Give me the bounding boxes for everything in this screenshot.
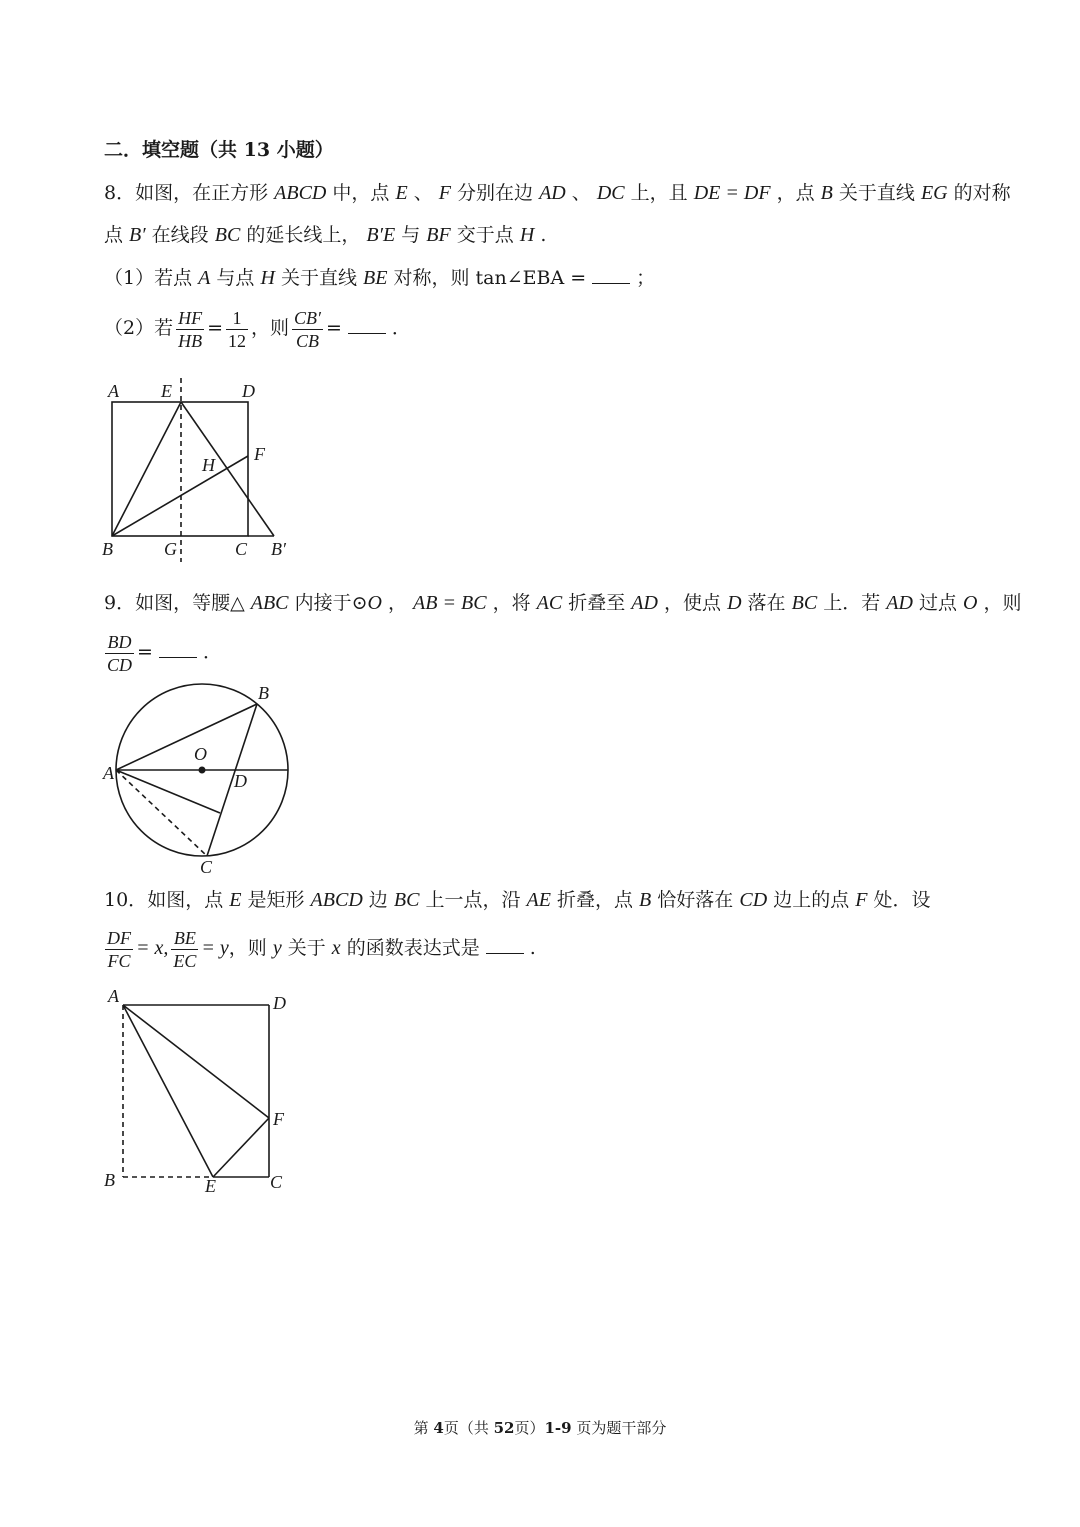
label-c: C — [235, 539, 248, 559]
q8-line-2: 点 B′ 在线段 BC 的延长线上， B′E 与 BF 交于点 H . — [104, 224, 547, 246]
q10-line-2: $\frac{DF}{FC}$ = x, $\frac{BE}{EC}$ = y，则 y 关于 x 的函数表达式是 . — [107, 927, 536, 971]
dashed-ac — [116, 770, 207, 856]
label-b: B — [102, 539, 113, 559]
label-d: D — [273, 993, 286, 1013]
segment-ebp — [181, 402, 274, 536]
fraction-cbp-cb: $\frac{CB'}{CB}$ — [294, 307, 321, 351]
label-b: B — [104, 1170, 115, 1190]
q10-figure — [96, 984, 306, 1194]
label-bprime: B′ — [271, 539, 286, 559]
label-o: O — [194, 744, 207, 764]
page-footer: 第 4页（共 52页）1-9 页为题干部分 — [413, 1419, 667, 1437]
answer-blank — [159, 641, 197, 658]
label-e: E — [205, 1176, 216, 1194]
label-a: A — [108, 381, 119, 401]
q8-sub-1: （1）若点 A 与点 H 关于直线 BE 对称，则 tan∠EBA = ； — [104, 267, 656, 289]
answer-blank — [592, 267, 630, 284]
q8-line-1: 8．如图，在正方形 ABCD 中，点 E 、 F 分别在边 AD 、 DC 上，且 DE = DF ，点 B 关于直线 EG 的对称 — [104, 182, 1011, 204]
label-g: G — [164, 539, 177, 559]
fraction-df-fc: $\frac{DF}{FC}$ — [107, 927, 131, 971]
fraction-hf-hb: $\frac{HF}{HB}$ — [178, 307, 203, 351]
label-e: E — [161, 381, 172, 401]
segment-a-fold — [116, 770, 220, 813]
q8-figure — [96, 374, 306, 564]
segment-ef — [213, 1118, 269, 1177]
label-a: A — [108, 986, 119, 1006]
label-d: D — [234, 771, 247, 791]
segment-ae — [123, 1005, 213, 1177]
section-heading: 二．填空题（共 13 小题） — [104, 139, 334, 161]
label-b: B — [258, 683, 269, 703]
q9-figure — [96, 680, 296, 880]
label-a: A — [103, 763, 114, 783]
center-point — [199, 767, 206, 774]
answer-blank — [348, 317, 386, 334]
answer-blank — [486, 937, 524, 954]
fraction-be-ec: $\frac{BE}{EC}$ — [173, 927, 197, 971]
q8-sub-2: （2）若 $\frac{HF}{HB}$ = $\frac{1}{12}$ ，则 $\frac{CB'}{CB}$ = ． — [104, 307, 411, 351]
label-d: D — [242, 381, 255, 401]
label-f: F — [254, 444, 265, 464]
segment-bc — [207, 704, 257, 856]
segment-af — [123, 1005, 269, 1118]
label-c: C — [200, 857, 213, 877]
label-c: C — [270, 1172, 283, 1192]
q9-line-1: 9．如图，等腰△ ABC 内接于⊙O ， AB = BC ，将 AC 折叠至 AD ，使点 D 落在 BC 上．若 AD 过点 O ，则 — [104, 592, 1022, 614]
fraction-bd-cd: $\frac{BD}{CD}$ — [107, 631, 133, 675]
q10-line-1: 10．如图，点 E 是矩形 ABCD 边 BC 上一点，沿 AE 折叠，点 B 恰好落在 CD 边上的点 F 处．设 — [104, 889, 931, 911]
q9-line-2: $\frac{BD}{CD}$ = ． — [107, 631, 222, 675]
label-f: F — [273, 1109, 284, 1129]
label-h: H — [202, 455, 215, 475]
fraction-1-12: $\frac{1}{12}$ — [228, 307, 247, 351]
